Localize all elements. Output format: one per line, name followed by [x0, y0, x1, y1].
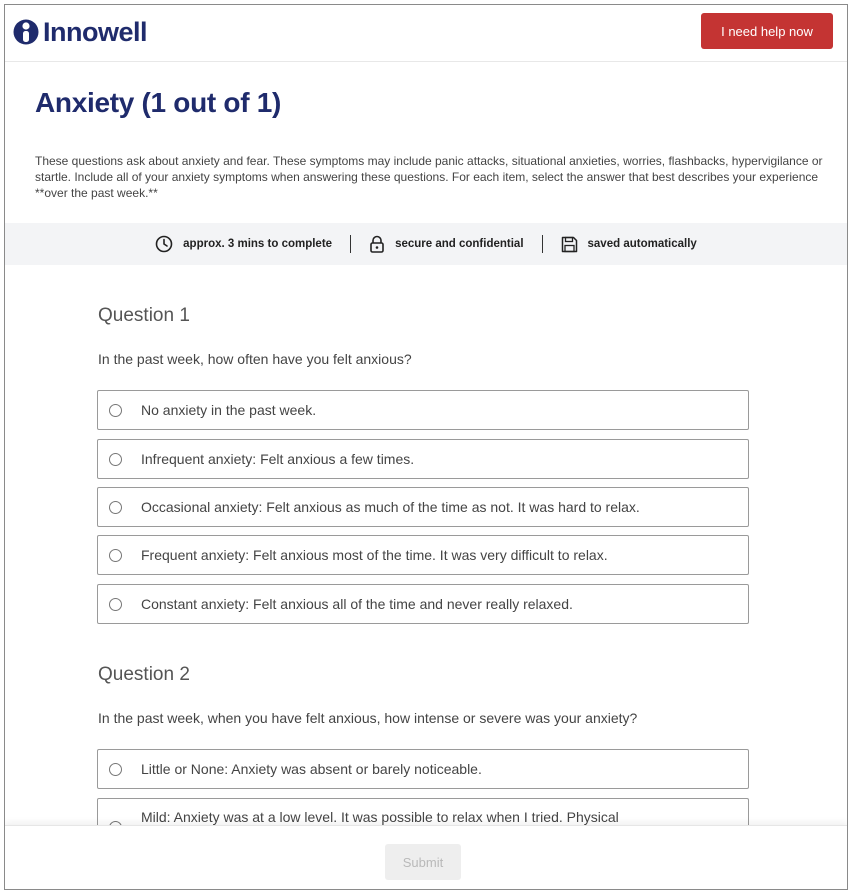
clock-icon [155, 235, 173, 253]
info-divider [350, 235, 351, 253]
q1-option-1[interactable] [97, 390, 749, 430]
lock-icon [369, 235, 385, 253]
option-label: Infrequent anxiety: Felt anxious a few times. [141, 451, 415, 467]
option-label: Constant anxiety: Felt anxious all of the time and never really relaxed. [141, 596, 573, 612]
info-autosave-label: saved automatically [587, 238, 697, 250]
radio-button[interactable] [109, 404, 122, 417]
submit-button[interactable]: Submit [385, 844, 461, 880]
info-security [369, 235, 523, 253]
top-header [5, 5, 847, 62]
info-duration-label: approx. 3 mins to complete [183, 238, 333, 250]
question-1-heading: Question 1 [98, 305, 190, 326]
radio-button[interactable] [109, 598, 122, 611]
radio-button[interactable] [109, 453, 122, 466]
radio-button[interactable] [109, 763, 122, 776]
question-2-heading: Question 2 [98, 664, 190, 685]
q1-option-3[interactable] [97, 487, 749, 527]
option-label: Mild: Anxiety was at a low level. It was possible to relax when I tried. Physical [141, 809, 619, 825]
option-label: No anxiety in the past week. [141, 402, 317, 418]
q1-option-5[interactable] [97, 584, 749, 624]
q1-option-2[interactable] [97, 439, 749, 479]
save-icon [561, 236, 578, 253]
question-2-text: In the past week, when you have felt anxious, how intense or severe was your anxiety? [98, 710, 638, 726]
info-autosave [561, 236, 697, 253]
question-1-text: In the past week, how often have you felt anxious? [98, 351, 412, 367]
app-window [4, 4, 848, 890]
innowell-logo[interactable] [13, 15, 147, 49]
option-label: Frequent anxiety: Felt anxious most of the time. It was very difficult to relax. [141, 547, 608, 563]
logo-text: Innowell [43, 16, 147, 47]
q2-option-1[interactable] [97, 749, 749, 789]
radio-button[interactable] [109, 501, 122, 514]
info-divider [542, 235, 543, 253]
info-bar [5, 223, 847, 265]
radio-button[interactable] [109, 549, 122, 562]
info-duration [155, 235, 332, 253]
help-now-button[interactable]: I need help now [701, 13, 833, 49]
innowell-logo-icon [13, 17, 39, 47]
info-security-label: secure and confidential [395, 238, 524, 250]
option-label: Occasional anxiety: Felt anxious as much of the time as not. It was hard to relax. [141, 499, 640, 515]
q1-option-4[interactable] [97, 535, 749, 575]
page-intro: These questions ask about anxiety and fear. These symptoms may include panic attacks, situational anxieties, worries, flashbacks, hypervigilance or startle. Include all of your anxiety symptoms when answering these questions. For each item, select the answer that best describes your experience **over the past week.** [35, 154, 823, 200]
page-title: Anxiety (1 out of 1) [35, 87, 282, 118]
footer-bar [5, 825, 847, 890]
option-label: Little or None: Anxiety was absent or barely noticeable. [141, 761, 482, 777]
